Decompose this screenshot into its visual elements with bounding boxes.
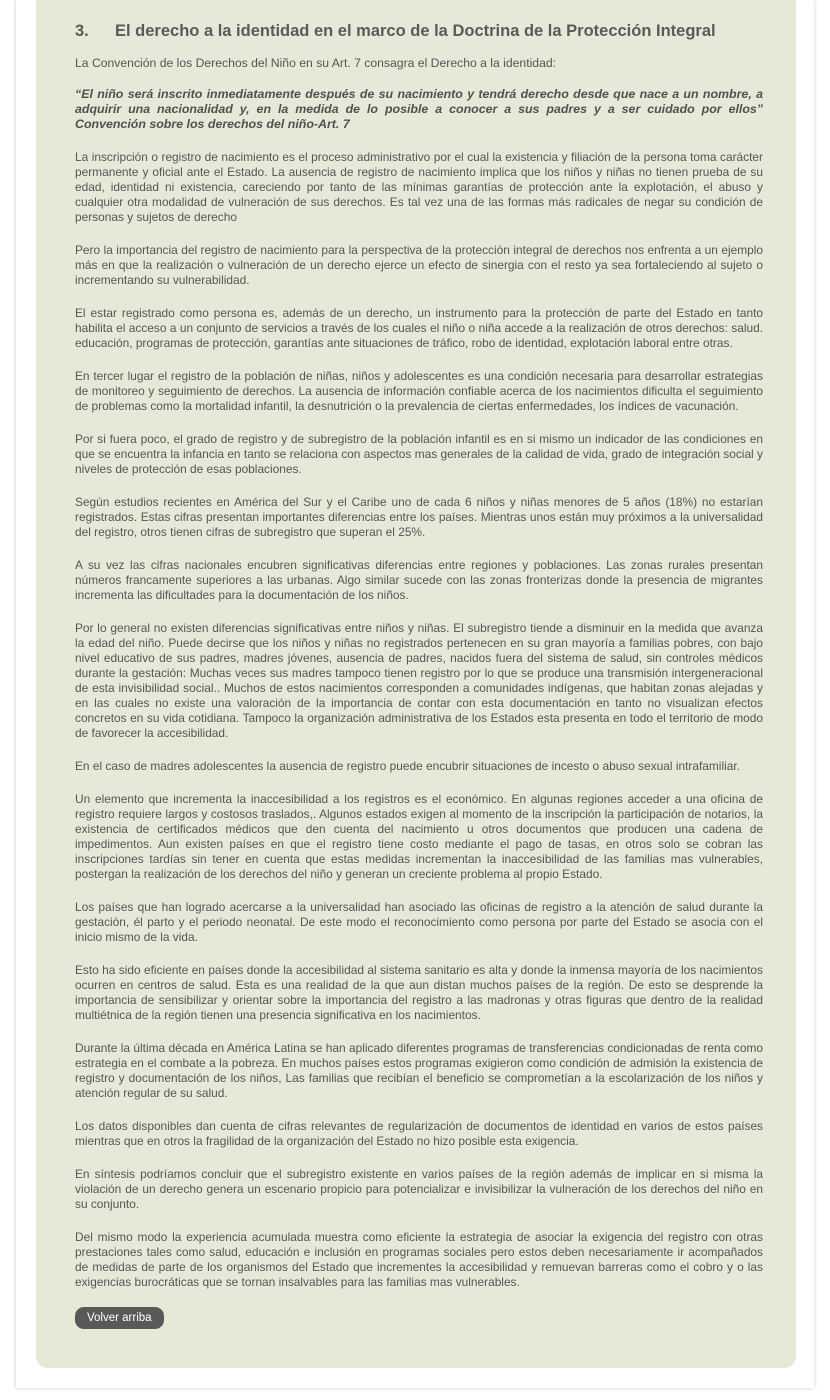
paragraph-13: Durante la última década en América Latina se han aplicado diferentes programas de transferencias condicionadas de renta como estrategia en el combate a la pobreza. En muchos países estos programas exigieron como condición de admisión la existencia de registro y documentación de los niños, Las familias que recibían el beneficio se comprometían a la escolarización de los niños y atención regular de su salud.	[75, 1041, 763, 1100]
section-number: 3.	[75, 22, 89, 40]
paragraph-7: A su vez las cifras nacionales encubren significativas diferencias entre regiones y poblaciones. Las zonas rurales presentan números francamente superiores a las urbanas. Algo similar sucede con las zonas fronterizas donde la presencia de migrantes incrementa las dificultades para la documentación de los niños.	[75, 558, 763, 602]
paragraph-12: Esto ha sido eficiente en países donde la accesibilidad al sistema sanitario es alta y donde la inmensa mayoría de los nacimientos ocurren en centros de salud. Esta es una realidad de la que aun distan muchos países de la región. De esto se desprende la importancia de sensibilizar y orientar sobre la importancia del registro a las madronas y otras figuras que dentro de la realidad multiétnica de la región tienen una presencia significativa en los nacimientos.	[75, 963, 763, 1022]
paragraph-10: Un elemento que incrementa la inaccesibilidad a los registros es el económico. En algunas regiones acceder a una oficina de registro requiere largos y costosos traslados,. Algunos estados exigen al momento de la inscripción la participación de notarios, la existencia de certificados médicos que den cuenta del nacimiento u otros documentos que producen una cadena de impedimentos. Aun existen países en que el registro tiene costo mediante el pago de tasas, en otros solo se cobran las inscripciones tardías sin tener en cuenta que estas medidas incrementan la inaccesibilidad de las familias mas vulnerables, postergan la realización de los derechos del niño y generan un creciente problema al propio Estado.	[75, 792, 763, 881]
intro-text: La Convención de los Derechos del Niño en su Art. 7 consagra el Derecho a la identidad:	[75, 56, 557, 70]
section-title: El derecho a la identidad en el marco de la Doctrina de la Protección Integral	[115, 22, 716, 40]
paragraph-11: Los países que han logrado acercarse a la universalidad han asociado las oficinas de registro a la atención de salud durante la gestación, él parto y el periodo neonatal. De este modo el reconocimiento como persona por parte del Estado se asocia con el inicio mismo de la vida.	[75, 900, 763, 944]
paragraph-5: Por si fuera poco, el grado de registro y de subregistro de la población infantil es en si mismo un indicador de las condiciones en que se encuentra la infancia en tanto se relaciona con aspectos mas generales de la calidad de vida, grado de integración social y niveles de protección de esas poblaciones.	[75, 432, 763, 476]
paragraph-2: Pero la importancia del registro de nacimiento para la perspectiva de la protección integral de derechos nos enfrenta a un ejemplo más en que la realización o vulneración de un derecho ejerce un efecto de sinergia con el resto ya sea fortaleciendo al sujeto o incrementando su vulnerabilidad.	[75, 243, 763, 287]
paragraph-9: En el caso de madres adolescentes la ausencia de registro puede encubrir situaciones de incesto o abuso sexual intrafamiliar.	[75, 759, 740, 773]
paragraph-16: Del mismo modo la experiencia acumulada muestra como eficiente la estrategia de asociar la exigencia del registro con otras prestaciones tales como salud, educación e inclusión en programas sociales pero estos deben necesariamente ir acompañados de medidas de parte de los organismos del Estado que incrementes la accesibilidad y remuevan barreras como el cobro y o las exigencias burocráticas que se tornan insalvables para las familias mas vulnerables.	[75, 1230, 763, 1289]
paragraph-8: Por lo general no existen diferencias significativas entre niños y niñas. El subregistro tiende a disminuir en la medida que avanza la edad del niño. Puede decirse que los niños y niñas no registrados pertenecen en su gran mayoría a familias pobres, con bajo nivel educativo de sus padres, madres jóvenes, ausencia de padres, nacidos fuera del sistema de salud, sin controles médicos durante la gestación: Muchas veces sus madres tampoco tienen registro por lo que se produce una transmisión intergeneracional de esta invisibilidad social.. Muchos de estos nacimientos corresponden a comunidades indígenas, que habitan zonas alejadas y en las cuales no existe una valoración de la importancia de contar con esta documentación en tanto no visualizan efectos concretos en su vida cotidiana. Tampoco la organización administrativa de los Estados esta presenta en todo el territorio de modo de favorecer la accesibilidad.	[75, 621, 763, 740]
paragraph-6: Según estudios recientes en América del Sur y el Caribe uno de cada 6 niños y niñas menores de 5 años (18%) no estarían registrados. Estas cifras presentan importantes diferencias entre los países. Mientras unos están muy próximos a la universalidad del registro, otros tienen cifras de subregistro que superan el 25%.	[75, 495, 763, 539]
paragraph-3: El estar registrado como persona es, además de un derecho, un instrumento para la protección de parte del Estado en tanto habilita el acceso a un conjunto de servicios a través de los cuales el niño o niña accede a la realización de otros derechos: salud. educación, programas de protección, garantías ante situaciones de tráfico, robo de identidad, explotación laboral entre otras.	[75, 306, 763, 350]
article	[75, 20, 763, 1329]
paragraph-14: Los datos disponibles dan cuenta de cifras relevantes de regularización de documentos de identidad en varios de estos países mientras que en otros la fragilidad de la organización del Estado no hizo posible esta exigencia.	[75, 1119, 763, 1148]
paragraph-1: La inscripción o registro de nacimiento es el proceso administrativo por el cual la existencia y filiación de la persona toma carácter permanente y oficial ante el Estado. La ausencia de registro de nacimiento implica que los niños y niñas no tienen prueba de su edad, identidad ni existencia, careciendo por tanto de las mínimas garantías de protección ante la explotación, el abuso y cualquier otra modalidad de vulneración de sus derechos. Es tal vez una de las formas más radicales de negar su condición de personas y sujetos de derecho	[75, 150, 763, 224]
back-to-top-button[interactable]: Volver arriba	[75, 1307, 164, 1329]
article-quote: “El niño será inscrito inmediatamente después de su nacimiento y tendrá derecho desde que nace a un nombre, a adquirir una nacionalidad y, en la medida de lo posible a conocer a sus padres y a ser cuidado por ellos” Convención sobre los derechos del niño-Art. 7	[75, 87, 763, 131]
paragraph-4: En tercer lugar el registro de la población de niñas, niños y adolescentes es una condición necesaria para desarrollar estrategias de monitoreo y seguimiento de derechos. La ausencia de información confiable acerca de los nacimientos dificulta el seguimiento de problemas como la mortalidad infantil, la desnutrición o la prevalencia de ciertas enfermedades, los índices de vacunación.	[75, 369, 763, 413]
section-heading	[75, 20, 763, 42]
paragraph-15: En síntesis podríamos concluir que el subregistro existente en varios países de la región además de implicar en si misma la violación de un derecho genera un escenario propicio para potencializar e invisibilizar la vulneración de los derechos del niño en su conjunto.	[75, 1167, 763, 1211]
